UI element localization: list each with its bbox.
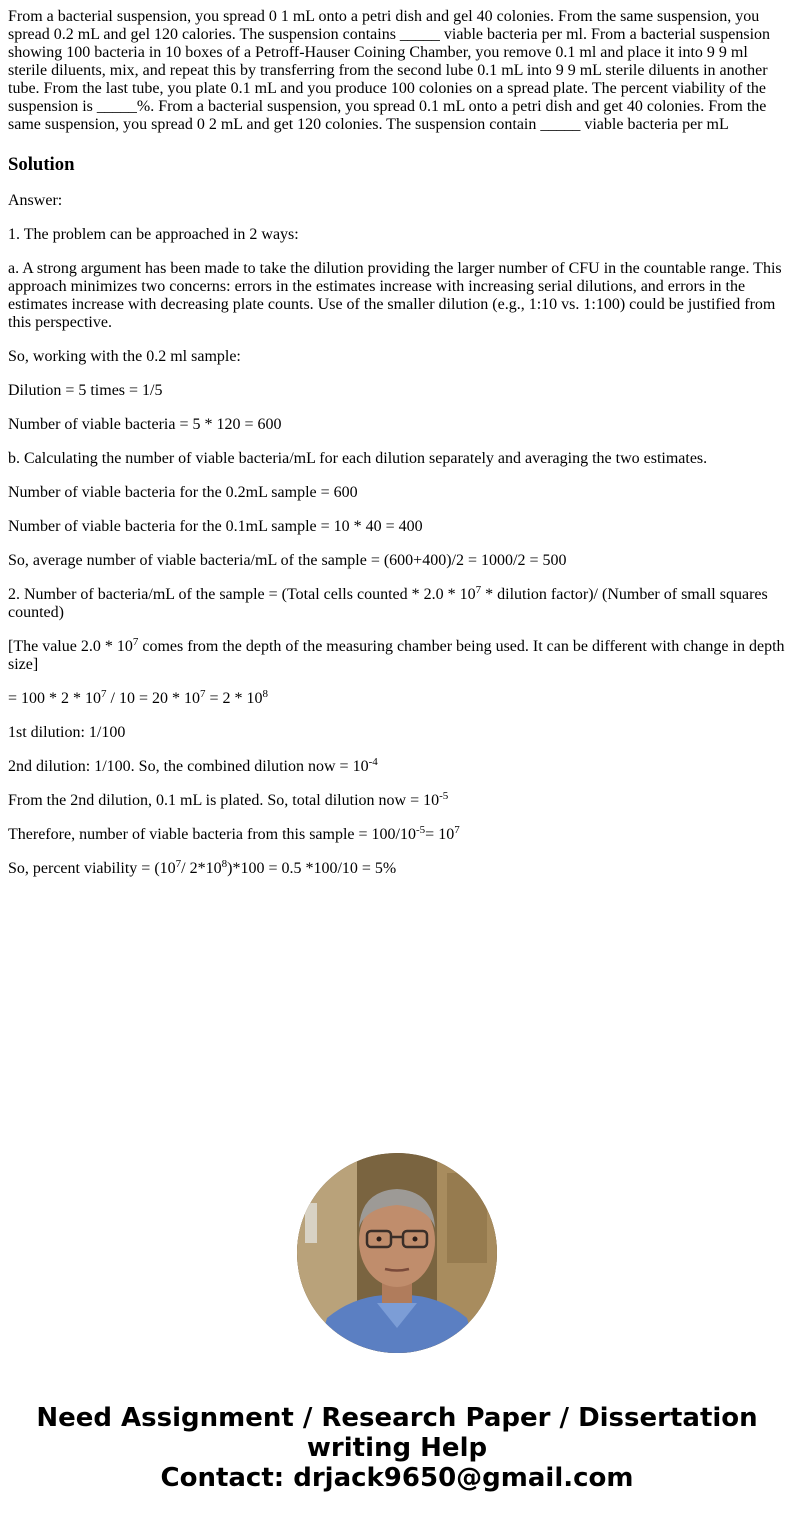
formula-text: )*100 = 0.5 *100/10 = 5% xyxy=(227,860,397,877)
formula-text: = 100 * 2 * 10 xyxy=(8,690,102,707)
solution-paragraph-10 xyxy=(8,586,786,622)
solution-paragraph-15 xyxy=(8,792,786,810)
formula-text: 2. Number of bacteria/mL of the sample = (Total cells counted * 2.0 * 10 xyxy=(8,586,476,603)
exponent: 7 xyxy=(200,688,206,700)
formula-text: So, percent viability = (10 xyxy=(8,860,176,877)
solution-heading: Solution xyxy=(8,154,75,175)
solution-paragraph-9: So, average number of viable bacteria/mL of the sample = (600+400)/2 = 1000/2 = 500 xyxy=(8,552,567,569)
formula-text: * dilution factor)/ (Number of small squares counted) xyxy=(8,586,768,621)
formula-text: / 10 = 20 * 10 xyxy=(106,690,200,707)
formula-text: 2nd dilution: 1/100. So, the combined dilution now = 10 xyxy=(8,758,369,775)
solution-paragraph-7: Number of viable bacteria for the 0.2mL sample = 600 xyxy=(8,484,358,501)
exponent: 8 xyxy=(221,858,228,870)
solution-paragraph-13: 1st dilution: 1/100 xyxy=(8,724,126,741)
exponent: -5 xyxy=(439,790,449,802)
formula-text: = 2 * 10 xyxy=(205,690,263,707)
solution-paragraph-1: 1. The problem can be approached in 2 ways: xyxy=(8,226,299,243)
promo-contact: Contact: drjack9650@gmail.com xyxy=(160,1463,634,1493)
exponent: 7 xyxy=(475,584,482,596)
exponent: -5 xyxy=(416,824,426,836)
solution-paragraph-14 xyxy=(8,758,786,776)
solution-paragraph-11 xyxy=(8,638,786,674)
formula-text: [The value 2.0 * 10 xyxy=(8,638,133,655)
solution-paragraph-2: a. A strong argument has been made to take the dilution providing the larger number of CFU in the countable range. This approach minimizes two concerns: errors in the estimates increase with increasing serial dilutions, and errors in the estimates increase with decreasing plate counts. Use of the smaller dilution (e.g., 1:10 vs. 1:100) could be justified from this perspective. xyxy=(8,260,782,331)
question-text: From a bacterial suspension, you spread 0 1 mL onto a petri dish and gel 40 colonies. From the same suspension, you spread 0.2 mL and gel 120 calories. The suspension contains _____ viable bacteria per ml. From a bacterial suspension showing 100 bacteria in 10 boxes of a Petroff-Hauser Coining Chamber, you remove 0.1 ml and place it into 9 9 ml sterile diluents, mix, and repeat this by transferring from the second lube 0.1 mL into 9 9 mL sterile diluents in another tube. From the last tube, you plate 0.1 mL and you produce 100 colonies on a spread plate. The percent viability of the suspension is _____%. From a bacterial suspension, you spread 0.1 mL onto a petri dish and get 40 colonies. From the same suspension, you spread 0 2 mL and get 120 colonies. The suspension contain _____ viable bacteria per mL xyxy=(8,8,771,133)
solution-paragraph-8: Number of viable bacteria for the 0.1mL sample = 10 * 40 = 400 xyxy=(8,518,423,535)
exponent: 7 xyxy=(175,858,182,870)
author-photo-icon xyxy=(297,1153,497,1353)
solution-paragraph-12 xyxy=(8,690,786,708)
author-avatar xyxy=(297,1153,497,1353)
solution-paragraph-16 xyxy=(8,826,786,844)
exponent: 7 xyxy=(101,688,107,700)
exponent: 7 xyxy=(454,824,460,836)
formula-text: = 10 xyxy=(425,826,455,843)
formula-text: / 2*10 xyxy=(181,860,222,877)
answer-label: Answer: xyxy=(8,192,63,209)
exponent: -4 xyxy=(368,756,378,768)
solution-paragraph-5: Number of viable bacteria = 5 * 120 = 600 xyxy=(8,416,282,433)
solution-paragraph-4: Dilution = 5 times = 1/5 xyxy=(8,382,163,399)
exponent: 8 xyxy=(262,688,269,700)
promo-banner xyxy=(0,1403,794,1493)
formula-text: From the 2nd dilution, 0.1 mL is plated. So, total dilution now = 10 xyxy=(8,792,440,809)
solution-paragraph-6: b. Calculating the number of viable bacteria/mL for each dilution separately and averaging the two estimates. xyxy=(8,450,708,467)
promo-line-1: Need Assignment / Research Paper / Dissertation xyxy=(36,1403,758,1433)
promo-line-2: writing Help xyxy=(306,1433,488,1463)
formula-text: Therefore, number of viable bacteria from this sample = 100/10 xyxy=(8,826,416,843)
solution-paragraph-3: So, working with the 0.2 ml sample: xyxy=(8,348,241,365)
formula-text: comes from the depth of the measuring chamber being used. It can be different with change in depth size] xyxy=(8,638,785,673)
solution-paragraph-17 xyxy=(8,860,786,878)
exponent: 7 xyxy=(132,636,139,648)
